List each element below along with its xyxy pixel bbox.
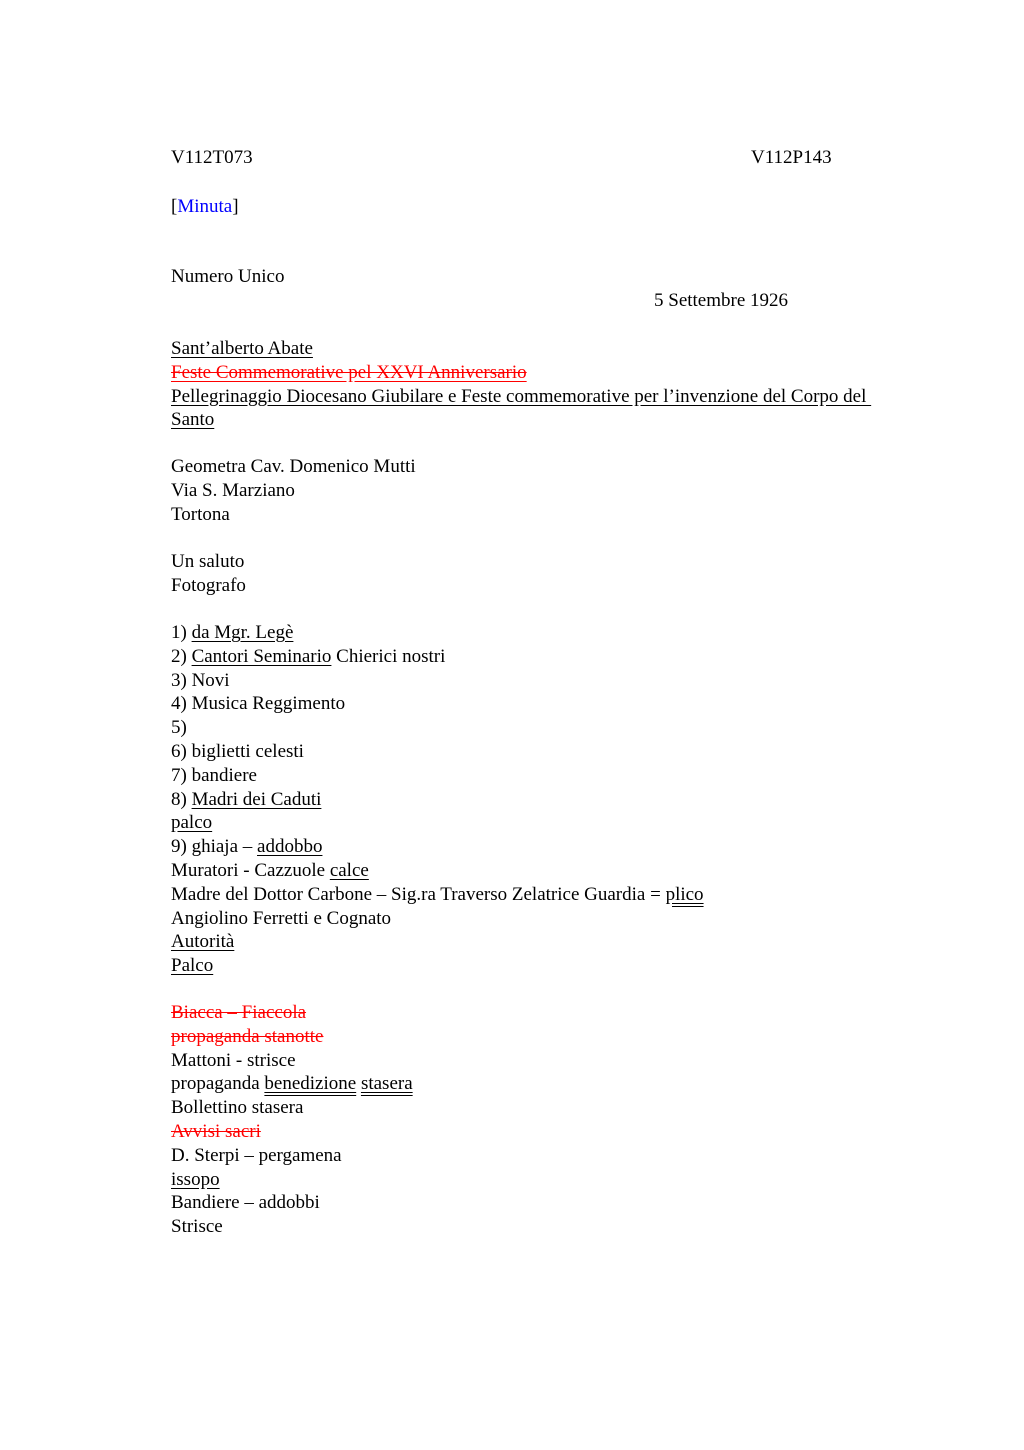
list-item: 7) bandiere [171, 764, 257, 786]
list-item: Autorità [171, 931, 235, 953]
note-deleted: Avvisi sacri [171, 1120, 261, 1142]
list-item: Bandiere – addobbi [171, 1192, 320, 1214]
label-bracket-open: [ [171, 196, 178, 217]
note-deleted: propaganda stanotte [171, 1025, 324, 1047]
list-item: 5) [171, 717, 187, 739]
subject-line-1: Sant’alberto Abate [171, 338, 313, 359]
note-deleted: Biacca – Fiaccola [171, 1002, 307, 1023]
subject-line-2-deleted: Feste Commemorative pel XXVI Anniversario [171, 361, 527, 383]
list-item: issopo [171, 1168, 220, 1190]
greeting-line-1: Un saluto [171, 551, 245, 572]
list-item: Muratori - Cazzuole calce [171, 859, 369, 881]
document-date: 5 Settembre 1926 [654, 290, 789, 311]
greeting-block [171, 550, 246, 598]
label-bracket-close: ] [232, 196, 239, 217]
label-minuta: Minuta [177, 196, 233, 217]
list-item: Angiolino Ferretti e Cognato [171, 907, 392, 929]
list-item: Madre del Dottor Carbone – Sig.ra Traverso Zelatrice Guardia = plico [171, 883, 704, 905]
address-block [171, 455, 416, 526]
list-item: 1) da Mgr. Legè [171, 622, 294, 643]
subject-line-3: Pellegrinaggio Diocesano Giubilare e Feste commemorative per l’invenzione del Corpo del [171, 385, 872, 407]
list-item: Strisce [171, 1216, 223, 1238]
list-item: propaganda benedizione stasera [171, 1073, 413, 1095]
list-item: Bollettino stasera [171, 1097, 304, 1119]
list-item: D. Sterpi – pergamena [171, 1144, 342, 1166]
document-title: Numero Unico [171, 266, 285, 287]
list-item: 8) Madri dei Caduti [171, 788, 322, 810]
list-item: 6) biglietti celesti [171, 740, 304, 762]
greeting-line-2: Fotografo [171, 574, 246, 596]
list-item: 4) Musica Reggimento [171, 693, 346, 715]
items-list [171, 621, 704, 978]
document-code-left: V112T073 [171, 147, 253, 168]
list-item: 3) Novi [171, 669, 230, 691]
document-code-right: V112P143 [751, 147, 832, 168]
list-item: Mattoni - strisce [171, 1049, 296, 1071]
address-city: Tortona [171, 503, 230, 525]
list-item: 2) Cantori Seminario Chierici nostri [171, 645, 446, 667]
list-item: 9) ghiaja – addobbo [171, 836, 323, 858]
document-label [171, 195, 239, 219]
subject-block [171, 337, 871, 432]
list-item: Palco [171, 955, 214, 977]
address-name: Geometra Cav. Domenico Mutti [171, 456, 416, 477]
address-street: Via S. Marziano [171, 479, 295, 501]
notes-list [171, 1001, 413, 1239]
subject-line-4: Santo [171, 409, 215, 431]
list-item: palco [171, 812, 213, 834]
